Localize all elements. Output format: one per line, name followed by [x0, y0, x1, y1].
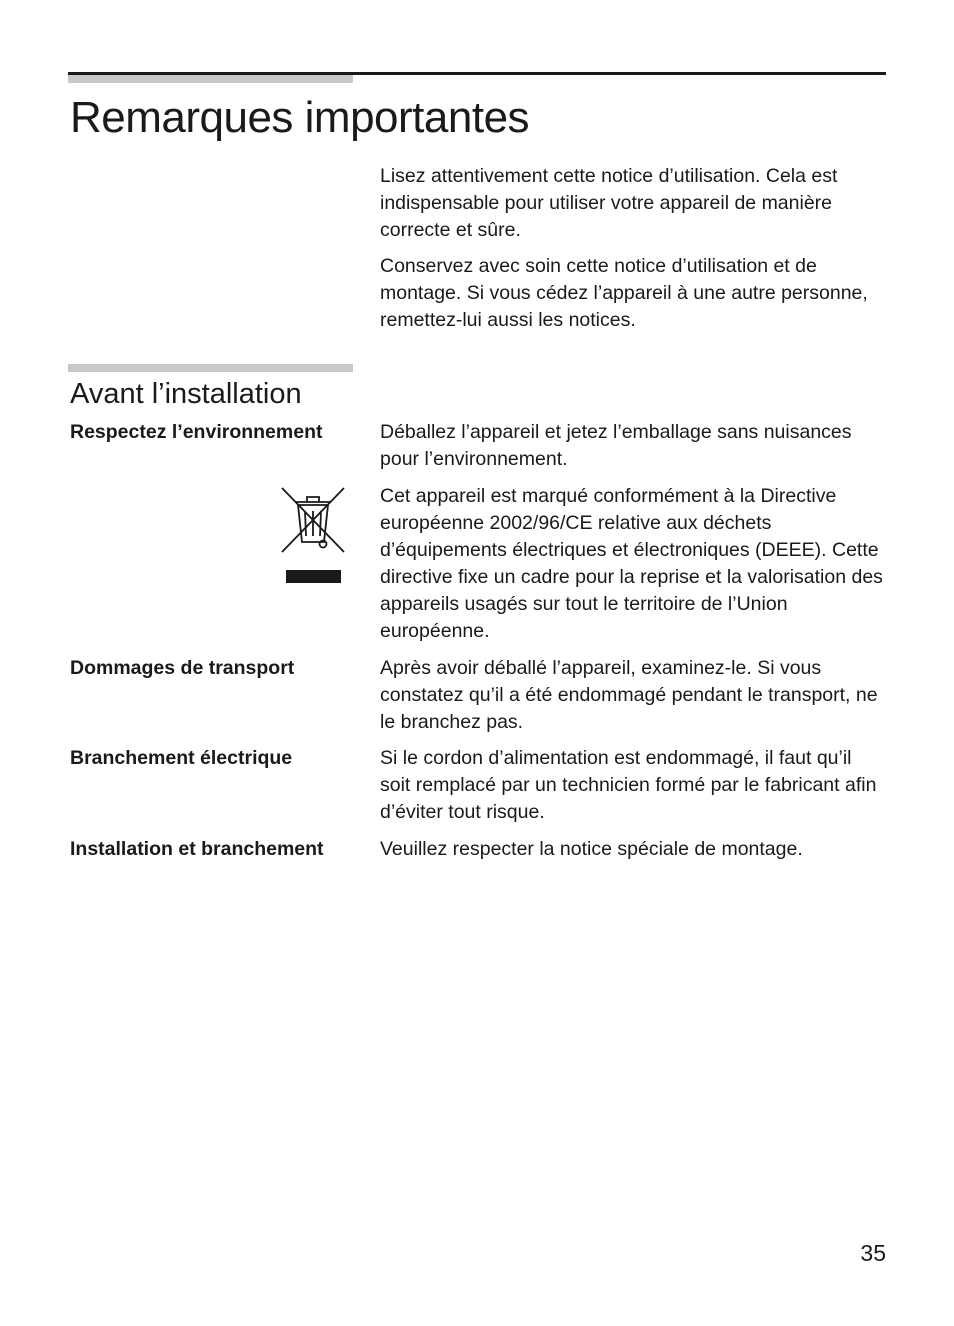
environment-text-1: Déballez l’appareil et jetez l’emballage sans nuisances pour l’environnement.: [380, 421, 852, 470]
intro-paragraph-1: Lisez attentivement cette notice d’utilisation. Cela est indispensable pour utiliser votre appareil de manière correcte et sûre.: [380, 165, 838, 241]
page-number: 35: [860, 1240, 886, 1266]
environment-text-2: Cet appareil est marqué conformément à la Directive européenne 2002/96/CE relative aux déchets d’équipements électriques et électroniques (DEEE). Cette directive fixe un cadre pour la reprise et la valorisation des appareils usagés sur tout le territoire de l’Union européenne.: [380, 485, 883, 642]
installation-text: Veuillez respecter la notice spéciale de montage.: [380, 838, 803, 860]
section-title: Avant l’installation: [70, 378, 302, 410]
label-transport-damage: Dommages de transport: [70, 657, 295, 679]
section-rule: [68, 364, 353, 372]
label-environment: Respectez l’environnement: [70, 421, 323, 443]
title-rule-accent: [68, 74, 353, 83]
intro-paragraph-2: Conservez avec soin cette notice d’utilisation et de montage. Si vous cédez l’appareil à une autre personne, remettez-lui aussi les notices.: [380, 255, 868, 331]
transport-damage-text: Après avoir déballé l’appareil, examinez-le. Si vous constatez qu’il a été endommagé pendant le transport, ne le branchez pas.: [380, 657, 878, 733]
electrical-connection-text: Si le cordon d’alimentation est endommagé, il faut qu’il soit remplacé par un technicien formé par le fabricant afin d’éviter tout risque.: [380, 747, 877, 823]
page-title: Remarques importantes: [70, 93, 530, 142]
title-rule: [68, 72, 886, 75]
label-electrical-connection: Branchement électrique: [70, 747, 293, 769]
crossed-out-wheelie-bin-icon: [280, 486, 346, 586]
label-installation: Installation et branchement: [70, 838, 324, 860]
